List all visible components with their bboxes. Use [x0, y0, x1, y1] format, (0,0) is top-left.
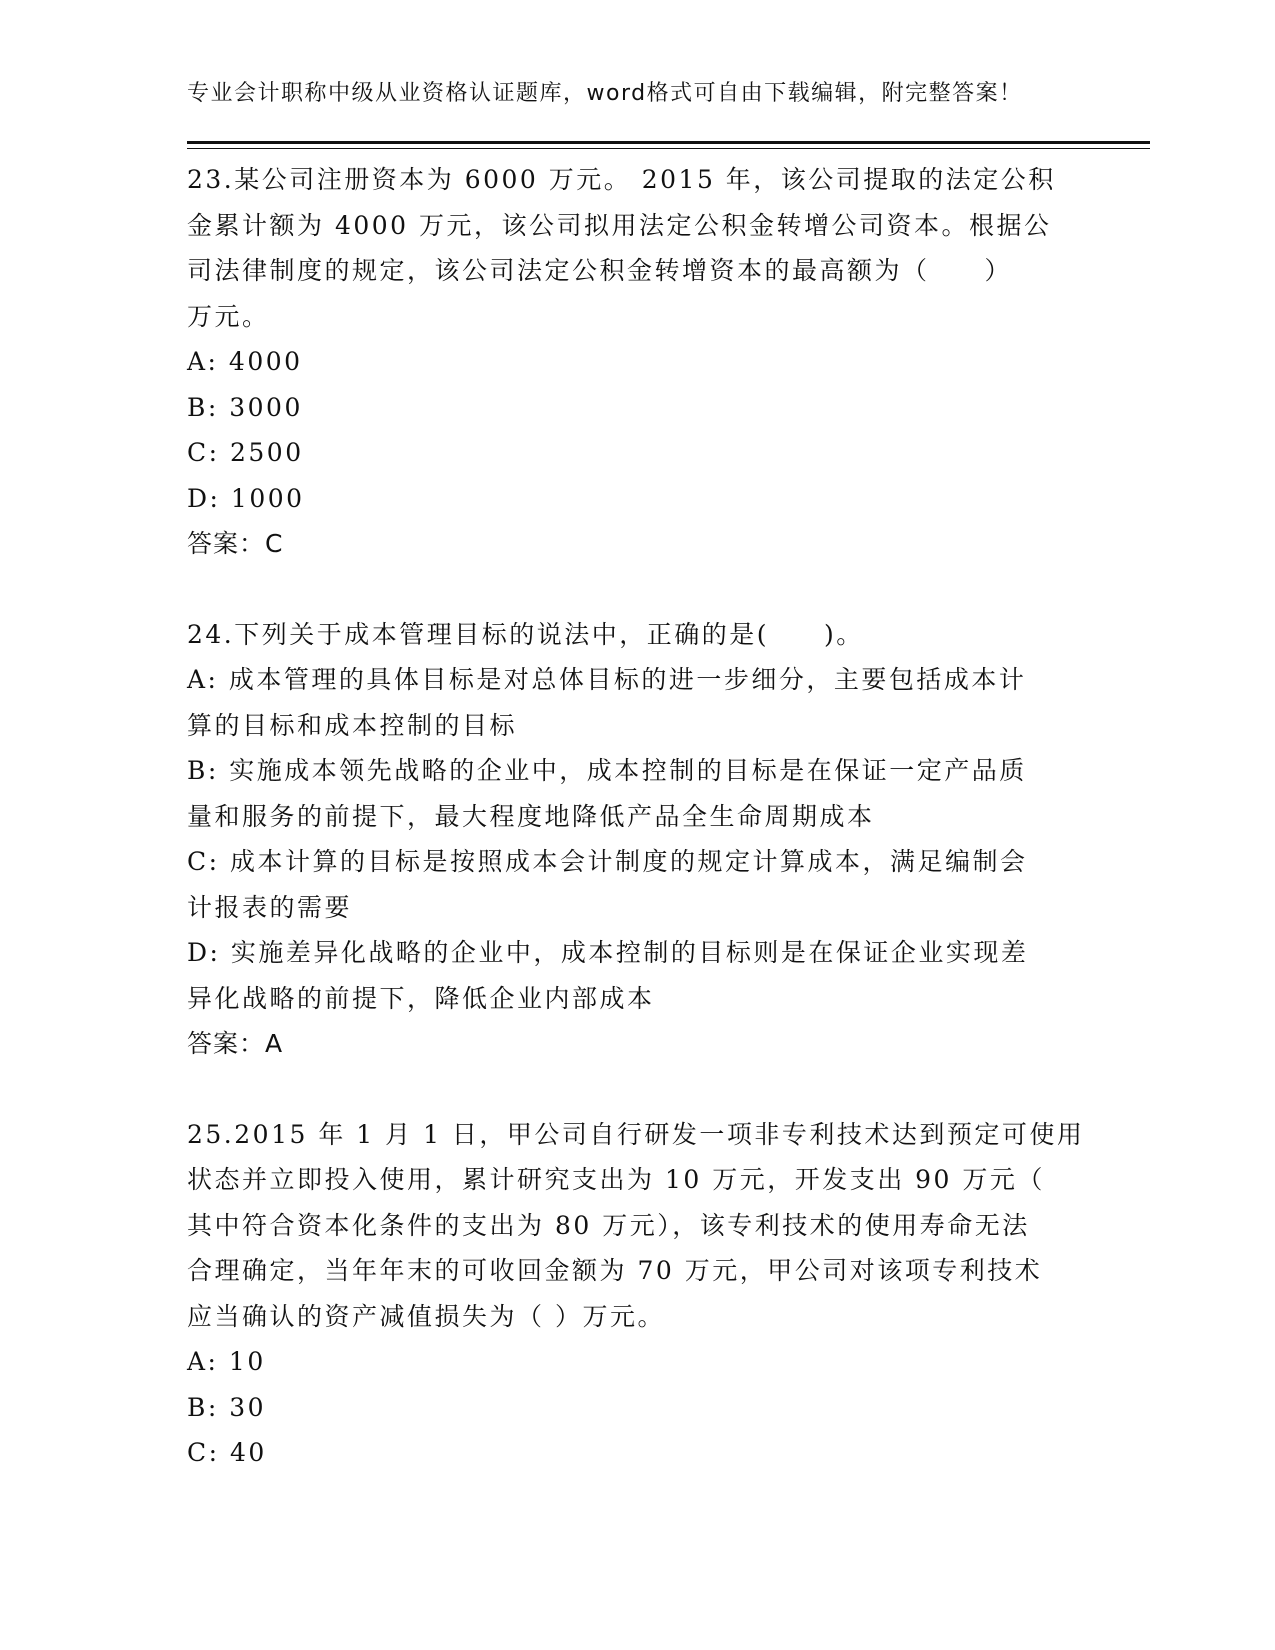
- question-stem-line: 万元。: [187, 301, 270, 331]
- question-stem-line: 25.2015 年 1 月 1 日，甲公司自行研发一项非专利技术达到预定可使用: [187, 1119, 1085, 1149]
- question-list: [187, 157, 1087, 1476]
- question-23: [187, 157, 1087, 567]
- question-25: [187, 1112, 1087, 1476]
- question-stem-line: 24.下列关于成本管理目标的说法中，正确的是( )。: [187, 619, 864, 649]
- option-c: C: 40: [187, 1438, 267, 1467]
- question-stem-line: 状态并立即投入使用，累计研究支出为 10 万元，开发支出 90 万元（: [187, 1165, 1045, 1194]
- option-b-line: B: 实施成本领先战略的企业中，成本控制的目标是在保证一定产品质: [187, 756, 1027, 785]
- header-rule-thin: [187, 148, 1150, 149]
- header-rule-thick: [187, 141, 1150, 144]
- option-a-line: A: 成本管理的具体目标是对总体目标的进一步细分，主要包括成本计: [187, 665, 1027, 694]
- option-a: A: 10: [187, 1347, 266, 1376]
- option-b: B: 30: [187, 1392, 267, 1422]
- option-d-line: 异化战略的前提下，降低企业内部成本: [187, 983, 655, 1013]
- option-a-line: 算的目标和成本控制的目标: [187, 710, 518, 740]
- page-header: 专业会计职称中级从业资格认证题库，word格式可自由下载编辑，附完整答案！: [187, 81, 1023, 106]
- option-b-line: 量和服务的前提下，最大程度地降低产品全生命周期成本: [187, 801, 875, 831]
- question-stem-line: 23.某公司注册资本为 6000 万元。 2015 年，该公司提取的法定公积: [187, 165, 1056, 194]
- question-stem-line: 合理确定，当年年末的可收回金额为 70 万元，甲公司对该项专利技术: [187, 1256, 1043, 1285]
- option-b: B: 3000: [187, 392, 303, 422]
- question-spacer: [187, 567, 1087, 612]
- question-stem-line: 其中符合资本化条件的支出为 80 万元），该专利技术的使用寿命无法: [187, 1210, 1030, 1240]
- question-stem-line: 司法律制度的规定，该公司法定公积金转增资本的最高额为（ ）: [187, 256, 1013, 285]
- option-d-line: D: 实施差异化战略的企业中，成本控制的目标则是在保证企业实现差: [187, 938, 1029, 967]
- option-d: D: 1000: [187, 483, 305, 513]
- answer-text: 答案：A: [187, 1029, 284, 1058]
- question-stem-line: 应当确认的资产减值损失为（ ）万元。: [187, 1301, 665, 1331]
- option-a: A: 4000: [187, 347, 303, 376]
- question-24: [187, 612, 1087, 1067]
- option-c-line: C: 成本计算的目标是按照成本会计制度的规定计算成本，满足编制会: [187, 847, 1028, 876]
- question-stem-line: 金累计额为 4000 万元，该公司拟用法定公积金转增公司资本。根据公: [187, 210, 1052, 240]
- option-c-line: 计报表的需要: [187, 892, 353, 922]
- question-spacer: [187, 1067, 1087, 1112]
- option-c: C: 2500: [187, 438, 304, 467]
- answer-text: 答案：C: [187, 529, 284, 558]
